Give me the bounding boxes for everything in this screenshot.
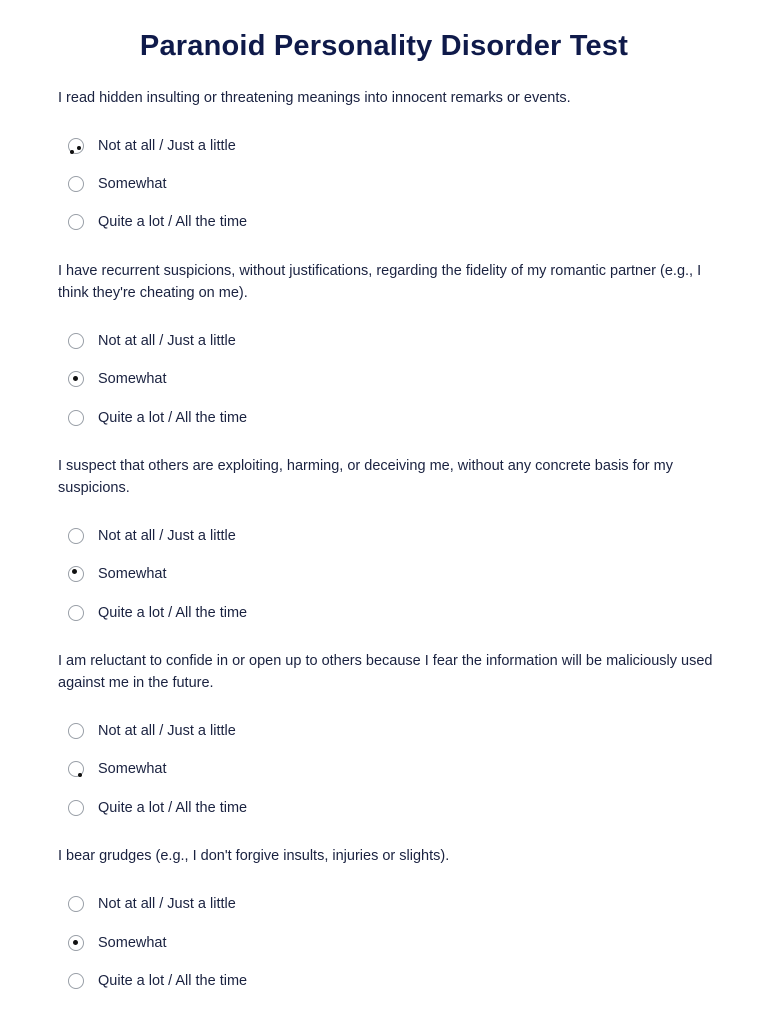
q5-option-label: Somewhat: [98, 935, 167, 951]
q3-radio-not-at-all-icon[interactable]: [68, 528, 84, 544]
q3-option-label: Somewhat: [98, 566, 167, 582]
question-5-text: I bear grudges (e.g., I don't forgive insults, injuries or slights).: [58, 848, 450, 864]
q3-radio-quite-a-lot-icon[interactable]: [68, 605, 84, 621]
q5-option-somewhat[interactable]: [68, 933, 167, 953]
q5-option-label: Not at all / Just a little: [98, 896, 236, 912]
q5-option-quite-a-lot[interactable]: [68, 971, 247, 991]
q2-radio-not-at-all-icon[interactable]: [68, 333, 84, 349]
question-1-text: I read hidden insulting or threatening meanings into innocent remarks or events.: [58, 90, 571, 106]
q4-option-label: Somewhat: [98, 761, 167, 777]
q5-radio-quite-a-lot-icon[interactable]: [68, 973, 84, 989]
q4-option-quite-a-lot[interactable]: [68, 798, 247, 818]
q2-option-label: Somewhat: [98, 371, 167, 387]
q3-option-label: Not at all / Just a little: [98, 528, 236, 544]
q4-radio-somewhat-icon[interactable]: [68, 761, 84, 777]
question-3-text: I suspect that others are exploiting, harming, or deceiving me, without any concrete basis for my suspicions.: [58, 458, 673, 496]
q1-option-label: Somewhat: [98, 176, 167, 192]
q1-option-somewhat[interactable]: [68, 174, 167, 194]
q4-option-not-at-all[interactable]: [68, 721, 236, 741]
q5-radio-not-at-all-icon[interactable]: [68, 896, 84, 912]
q4-option-label: Not at all / Just a little: [98, 723, 236, 739]
q3-option-somewhat[interactable]: [68, 564, 167, 584]
q2-option-label: Not at all / Just a little: [98, 333, 236, 349]
q4-option-somewhat[interactable]: [68, 759, 167, 779]
q3-option-label: Quite a lot / All the time: [98, 605, 248, 621]
q3-radio-somewhat-icon[interactable]: [68, 566, 84, 582]
q1-option-quite-a-lot[interactable]: [68, 212, 247, 232]
q2-option-label: Quite a lot / All the time: [98, 410, 248, 426]
q5-radio-somewhat-icon[interactable]: [68, 935, 84, 951]
q2-option-quite-a-lot[interactable]: [68, 408, 247, 428]
q1-option-label: Quite a lot / All the time: [98, 214, 248, 230]
q5-option-not-at-all[interactable]: [68, 894, 236, 914]
page-title: Paranoid Personality Disorder Test: [139, 30, 629, 62]
question-2-text: I have recurrent suspicions, without justifications, regarding the fidelity of my romantic partner (e.g., I think they're cheating on me).: [58, 263, 702, 301]
q4-radio-not-at-all-icon[interactable]: [68, 723, 84, 739]
q2-option-not-at-all[interactable]: [68, 331, 236, 351]
q1-radio-quite-a-lot-icon[interactable]: [68, 214, 84, 230]
q1-radio-somewhat-icon[interactable]: [68, 176, 84, 192]
q1-option-not-at-all[interactable]: [68, 136, 236, 156]
q4-radio-quite-a-lot-icon[interactable]: [68, 800, 84, 816]
q5-option-label: Quite a lot / All the time: [98, 973, 248, 989]
q1-radio-not-at-all-icon[interactable]: [68, 138, 84, 154]
q3-option-not-at-all[interactable]: [68, 526, 236, 546]
q4-option-label: Quite a lot / All the time: [98, 800, 248, 816]
q2-option-somewhat[interactable]: [68, 369, 167, 389]
question-4-text: I am reluctant to confide in or open up to others because I fear the information will be maliciously used against me in the future.: [58, 653, 713, 691]
q3-option-quite-a-lot[interactable]: [68, 603, 247, 623]
q1-option-label: Not at all / Just a little: [98, 138, 236, 154]
q2-radio-somewhat-icon[interactable]: [68, 371, 84, 387]
q2-radio-quite-a-lot-icon[interactable]: [68, 410, 84, 426]
